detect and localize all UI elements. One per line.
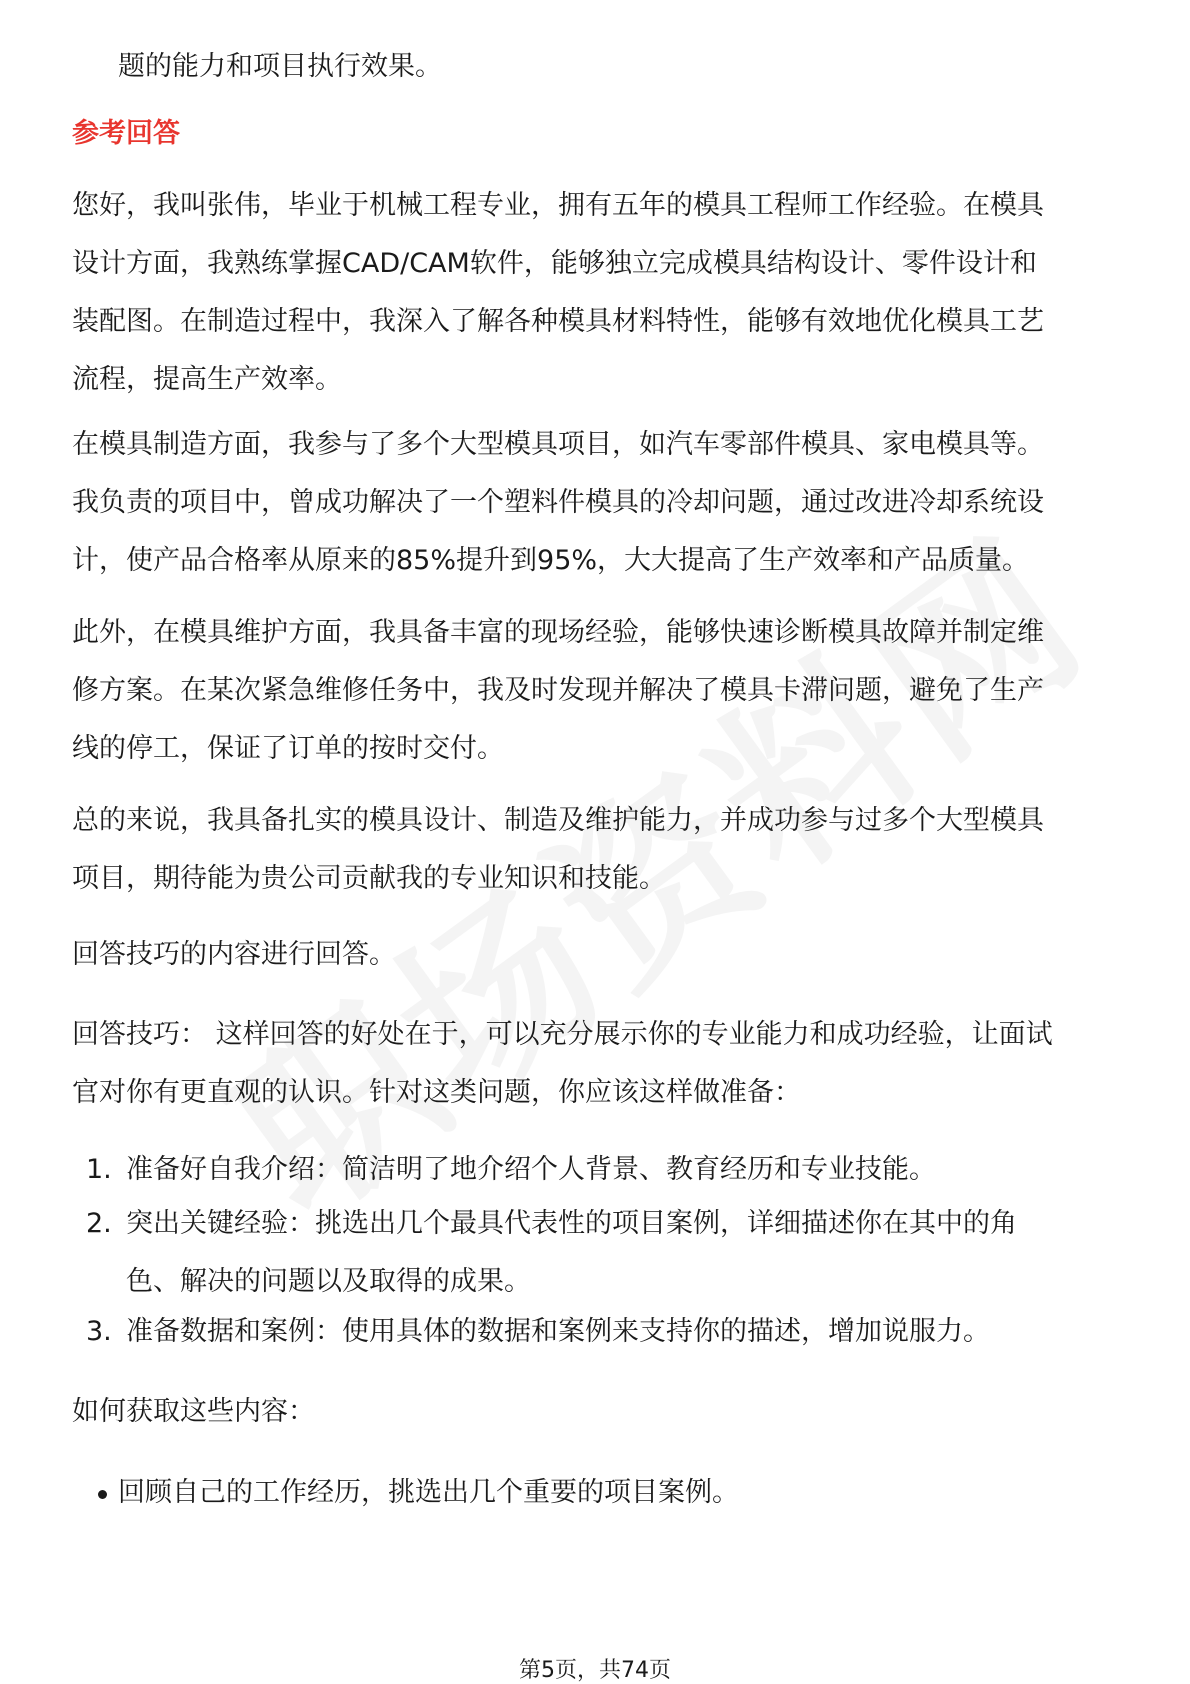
text-line: 题的能力和项目执行效果。	[118, 51, 442, 82]
list-item-text: 准备好自我介绍：简洁明了地介绍个人背景、教育经历和专业技能。	[126, 1154, 936, 1185]
tips-paragraph	[72, 1006, 1132, 1122]
list-item-text: 回顾自己的工作经历，挑选出几个重要的项目案例。	[118, 1477, 739, 1508]
text-line: 计，使产品合格率从原来的85%提升到95%，大大提高了生产效率和产品质量。	[72, 545, 1030, 576]
text-line: 总的来说，我具备扎实的模具设计、制造及维护能力，并成功参与过多个大型模具	[72, 805, 1044, 836]
list-number: 2.	[86, 1208, 112, 1239]
bullet-icon	[98, 1490, 107, 1499]
text-line: 官对你有更直观的认识。针对这类问题，你应该这样做准备：	[72, 1077, 801, 1108]
answer-paragraph-3	[72, 604, 1132, 778]
answer-paragraph-2	[72, 416, 1132, 590]
text-line: 如何获取这些内容：	[72, 1396, 315, 1427]
list-number: 1.	[86, 1154, 112, 1185]
text-line: 在模具制造方面，我参与了多个大型模具项目，如汽车零部件模具、家电模具等。	[72, 429, 1044, 460]
tips-intro-paragraph	[72, 926, 1132, 984]
list-number: 3.	[86, 1316, 112, 1347]
answer-paragraph-1	[72, 177, 1132, 409]
text-line: 流程，提高生产效率。	[72, 364, 342, 395]
section-heading: 参考回答	[72, 118, 180, 149]
text-line: 项目，期待能为贵公司贡献我的专业知识和技能。	[72, 863, 666, 894]
intro-tail-paragraph	[118, 38, 1178, 96]
text-line: 此外，在模具维护方面，我具备丰富的现场经验，能够快速诊断模具故障并制定维	[72, 617, 1044, 648]
answer-heading	[72, 105, 1132, 163]
text-line: 回答技巧： 这样回答的好处在于，可以充分展示你的专业能力和成功经验，让面试	[72, 1019, 1053, 1050]
text-line: 装配图。在制造过程中，我深入了解各种模具材料特性，能够有效地优化模具工艺	[72, 306, 1044, 337]
text-line: 设计方面，我熟练掌握CAD/CAM软件，能够独立完成模具结构设计、零件设计和	[72, 248, 1037, 279]
text-line: 我负责的项目中，曾成功解决了一个塑料件模具的冷却问题，通过改进冷却系统设	[72, 487, 1044, 518]
answer-paragraph-4	[72, 792, 1132, 908]
text-line: 您好，我叫张伟，毕业于机械工程专业，拥有五年的模具工程师工作经验。在模具	[72, 190, 1044, 221]
text-line: 线的停工，保证了订单的按时交付。	[72, 733, 504, 764]
text-line: 回答技巧的内容进行回答。	[72, 939, 396, 970]
list-item-text: 色、解决的问题以及取得的成果。	[126, 1266, 531, 1297]
how-to-heading	[72, 1383, 1132, 1441]
list-item-text: 突出关键经验：挑选出几个最具代表性的项目案例，详细描述你在其中的角	[126, 1208, 1017, 1239]
list-item-text: 准备数据和案例：使用具体的数据和案例来支持你的描述，增加说服力。	[126, 1316, 990, 1347]
page-footer: 第5页，共74页	[519, 1658, 671, 1683]
text-line: 修方案。在某次紧急维修任务中，我及时发现并解决了模具卡滞问题，避免了生产	[72, 675, 1044, 706]
